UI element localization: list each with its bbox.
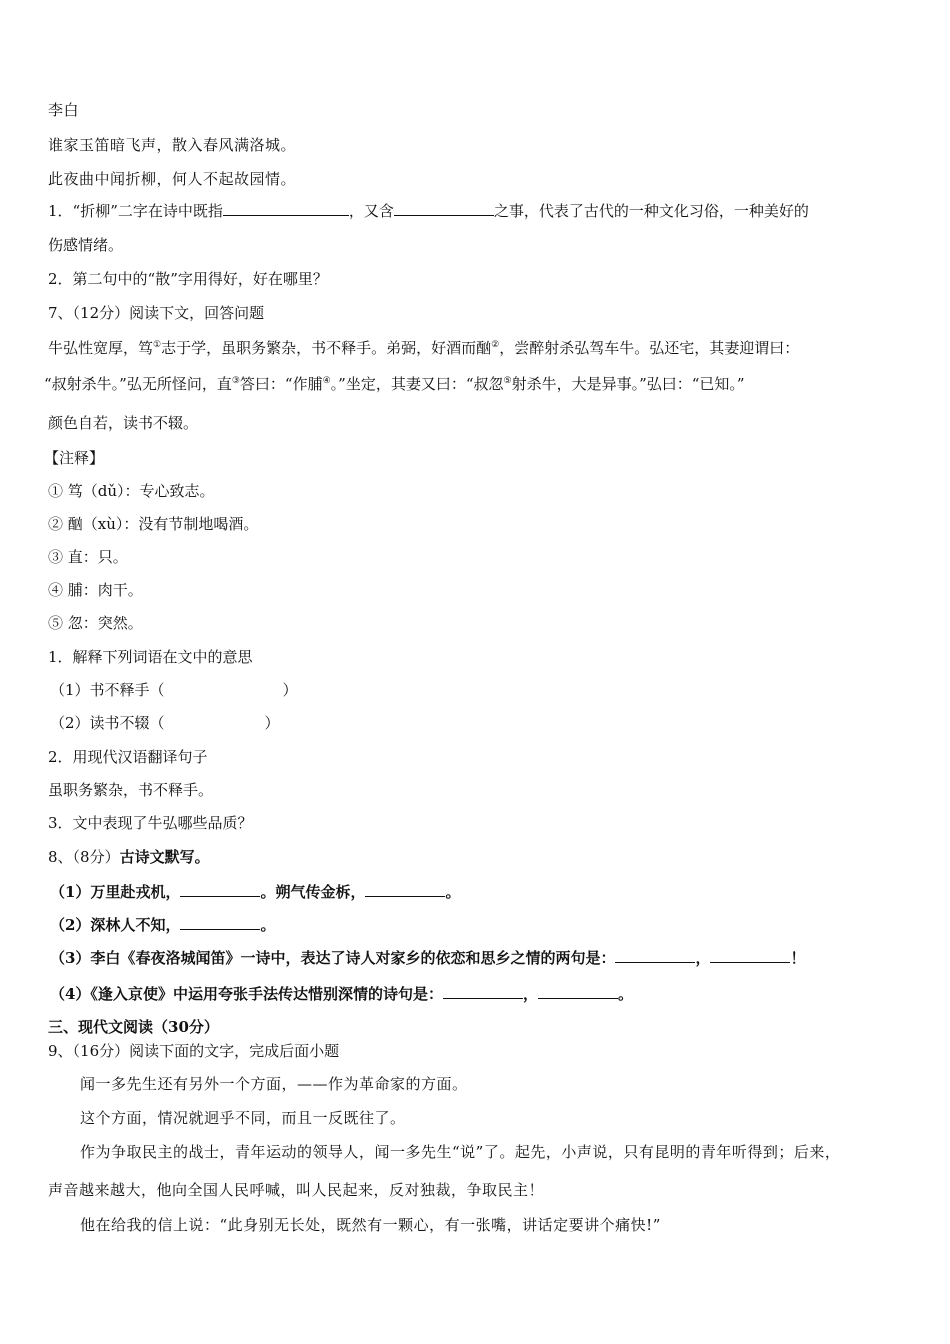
- question-8-header: 8、（8分）古诗文默写。: [48, 848, 210, 866]
- poem-question-1-cont: 伤感情绪。: [48, 236, 124, 254]
- poem-author: 李白: [48, 101, 80, 119]
- footnote-marker: ①: [153, 340, 162, 350]
- q9-paragraph-2: 这个方面，情况就迥乎不同，而且一反既往了。: [80, 1109, 406, 1127]
- q9-paragraph-3-cont: 声音越来越大，他向全国人民呼喊，叫人民起来，反对独裁，争取民主！: [48, 1181, 545, 1199]
- answer-blank[interactable]: [394, 201, 494, 216]
- q7-sub-2-sentence: 虽职务繁杂，书不释手。: [48, 781, 214, 799]
- note-1: ① 笃（dǔ）：专心致志。: [48, 482, 215, 500]
- note-2: ② 酗（xù）：没有节制地喝酒。: [48, 515, 259, 533]
- answer-blank[interactable]: [365, 882, 445, 897]
- poem-question-2: 2．第二句中的“散”字用得好，好在哪里？: [48, 270, 328, 288]
- notes-title: 【注释】: [44, 449, 105, 467]
- poem-question-1: 1．“折柳”二字在诗中既指 ，又含 之事，代表了古代的一种文化习俗，一种美好的: [48, 202, 809, 220]
- q8-line-2: （2）深林人不知， 。: [50, 916, 276, 934]
- q8-line-4: （4）《逢入京使》中运用夸张手法传达惜别深情的诗句是： ， 。: [50, 985, 633, 1003]
- q7-sub-2: 2．用现代汉语翻译句子: [48, 748, 208, 766]
- footnote-marker: ④: [322, 376, 331, 386]
- question-7-header: 7、（12分）阅读下文，回答问题: [48, 304, 265, 322]
- q7-sub-1: 1．解释下列词语在文中的意思: [48, 648, 253, 666]
- q9-paragraph-4: 他在给我的信上说：“此身别无长处，既然有一颗心，有一张嘴，讲话定要讲个痛快!”: [80, 1216, 661, 1234]
- footnote-marker: ③: [231, 376, 240, 386]
- note-3: ③ 直：只。: [48, 548, 128, 566]
- answer-blank[interactable]: [615, 948, 695, 963]
- q9-paragraph-1: 闻一多先生还有另外一个方面，——作为革命家的方面。: [80, 1075, 468, 1093]
- q7-sub-3: 3．文中表现了牛弘哪些品质？: [48, 814, 253, 832]
- answer-blank[interactable]: [710, 948, 790, 963]
- poem-line-1: 谁家玉笛暗飞声，散入春风满洛城。: [48, 136, 297, 154]
- answer-blank[interactable]: [443, 984, 523, 999]
- section-3-title: 三、现代文阅读（30分）: [48, 1018, 219, 1036]
- q7-sub-1-item-1: （1）书不释手（ ）: [50, 681, 298, 699]
- poem-line-2: 此夜曲中闻折柳，何人不起故园情。: [48, 170, 297, 188]
- q7-passage-line-2: “叔射杀牛。”弘无所怪问，直③答曰：“作脯④。”坐定，其妻又曰：“叔忽⑤射杀牛，大是异事。”弘曰：“已知。”: [44, 375, 745, 393]
- q9-paragraph-3: 作为争取民主的战士，青年运动的领导人，闻一多先生“说”了。起先，小声说，只有昆明的青年听得到；后来，: [80, 1143, 841, 1161]
- q7-passage-line-3: 颜色自若，读书不辍。: [48, 414, 199, 432]
- footnote-marker: ②: [491, 340, 500, 350]
- question-9-header: 9、（16分）阅读下面的文字，完成后面小题: [48, 1042, 340, 1060]
- footnote-marker: ⑤: [503, 376, 512, 386]
- q7-sub-1-item-2: （2）读书不辍（ ）: [50, 714, 280, 732]
- answer-blank[interactable]: [180, 915, 260, 930]
- q8-line-3: （3）李白《春夜洛城闻笛》一诗中，表达了诗人对家乡的依恋和思乡之情的两句是： ， ！: [50, 949, 806, 967]
- answer-blank[interactable]: [538, 984, 618, 999]
- q8-line-1: （1）万里赴戎机， 。朔气传金柝， 。: [50, 883, 461, 901]
- answer-blank[interactable]: [223, 201, 349, 216]
- note-5: ⑤ 忽：突然。: [48, 614, 143, 632]
- q7-passage-line-1: 牛弘性宽厚，笃①志于学，虽职务繁杂，书不释手。弟弼，好酒而酗②，尝醉射杀弘驾车牛。弘还宅，其妻迎谓曰：: [48, 339, 800, 357]
- answer-blank[interactable]: [180, 882, 260, 897]
- note-4: ④ 脯：肉干。: [48, 581, 143, 599]
